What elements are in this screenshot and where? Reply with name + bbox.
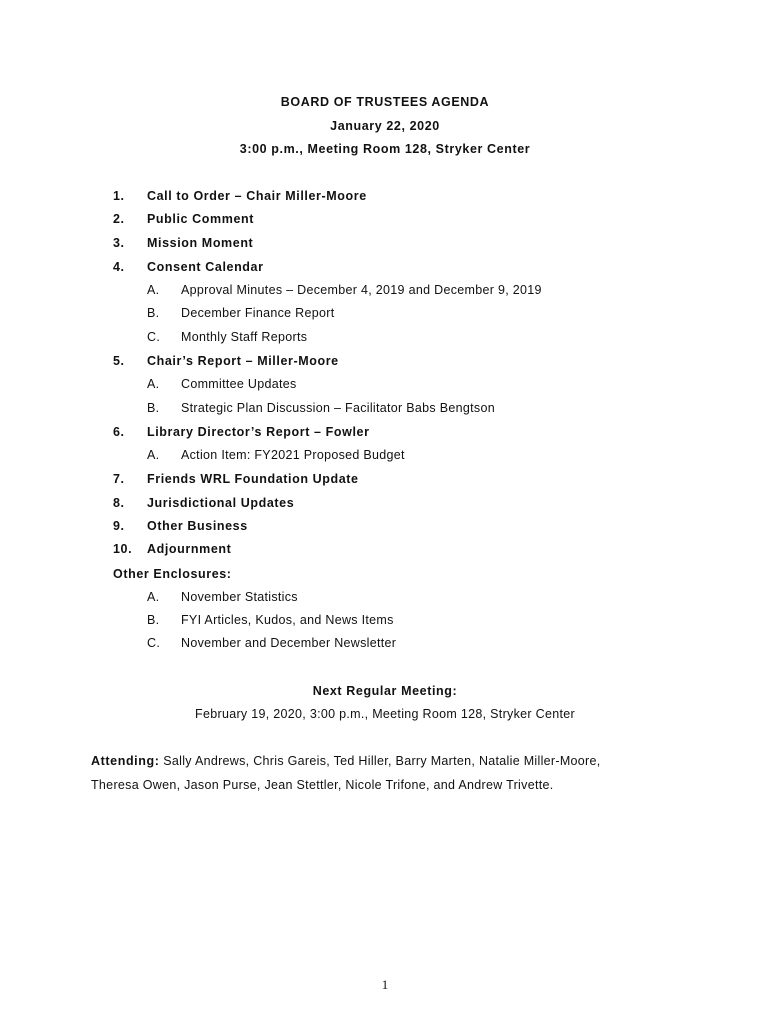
agenda-item-title: Friends WRL Foundation Update xyxy=(147,472,359,486)
enclosure-text: November Statistics xyxy=(181,590,298,604)
attending-label: Attending: xyxy=(91,754,160,768)
next-meeting-heading: Next Regular Meeting: xyxy=(312,684,458,698)
attending-line-2: Theresa Owen, Jason Purse, Jean Stettler, Nicole Trifone, and Andrew Trivette. xyxy=(91,778,554,792)
meeting-date: January 22, 2020 xyxy=(330,119,440,133)
agenda-item-title: Other Business xyxy=(147,519,248,533)
subitem-letter: A. xyxy=(147,377,160,391)
subitem-letter: B. xyxy=(147,306,160,320)
agenda-item-title: Consent Calendar xyxy=(147,260,264,274)
agenda-item-title: Chair’s Report – Miller-Moore xyxy=(147,354,339,368)
subitem-letter: A. xyxy=(147,283,160,297)
attending-names-1: Sally Andrews, Chris Gareis, Ted Hiller, Barry Marten, Natalie Miller-Moore, xyxy=(163,754,601,768)
subitem-letter: C. xyxy=(147,330,161,344)
enclosure-letter: B. xyxy=(147,613,160,627)
page-number: 1 xyxy=(381,977,389,992)
agenda-item-number: 6. xyxy=(113,425,125,439)
subitem-letter: A. xyxy=(147,448,160,462)
agenda-item-title: Mission Moment xyxy=(147,236,254,250)
subitem-text: December Finance Report xyxy=(181,306,335,320)
subitem-text: Approval Minutes – December 4, 2019 and December 9, 2019 xyxy=(181,283,542,297)
agenda-item-number: 7. xyxy=(113,472,125,486)
agenda-item-number: 3. xyxy=(113,236,125,250)
subitem-text: Strategic Plan Discussion – Facilitator Babs Bengtson xyxy=(181,401,495,415)
enclosure-text: FYI Articles, Kudos, and News Items xyxy=(181,613,394,627)
agenda-item-number: 2. xyxy=(113,212,125,226)
agenda-item-number: 5. xyxy=(113,354,125,368)
agenda-item-title: Adjournment xyxy=(147,542,232,556)
agenda-item-title: Library Director’s Report – Fowler xyxy=(147,425,370,439)
agenda-item-number: 8. xyxy=(113,496,125,510)
subitem-text: Committee Updates xyxy=(181,377,297,391)
agenda-item-title: Jurisdictional Updates xyxy=(147,496,295,510)
attending-line-1 xyxy=(91,754,601,768)
subitem-text: Monthly Staff Reports xyxy=(181,330,308,344)
agenda-item-number: 4. xyxy=(113,260,125,274)
enclosure-letter: A. xyxy=(147,590,160,604)
document-title: BOARD OF TRUSTEES AGENDA xyxy=(280,95,490,109)
enclosures-heading: Other Enclosures: xyxy=(113,567,232,581)
next-meeting-details: February 19, 2020, 3:00 p.m., Meeting Room 128, Stryker Center xyxy=(195,707,575,721)
enclosure-letter: C. xyxy=(147,636,161,650)
enclosure-text: November and December Newsletter xyxy=(181,636,397,650)
subitem-letter: B. xyxy=(147,401,160,415)
agenda-item-number: 10. xyxy=(113,542,133,556)
meeting-time-place: 3:00 p.m., Meeting Room 128, Stryker Center xyxy=(239,142,531,156)
agenda-item-title: Call to Order – Chair Miller-Moore xyxy=(147,189,367,203)
agenda-item-number: 9. xyxy=(113,519,125,533)
agenda-item-title: Public Comment xyxy=(147,212,255,226)
subitem-text: Action Item: FY2021 Proposed Budget xyxy=(181,448,405,462)
agenda-item-number: 1. xyxy=(113,189,125,203)
